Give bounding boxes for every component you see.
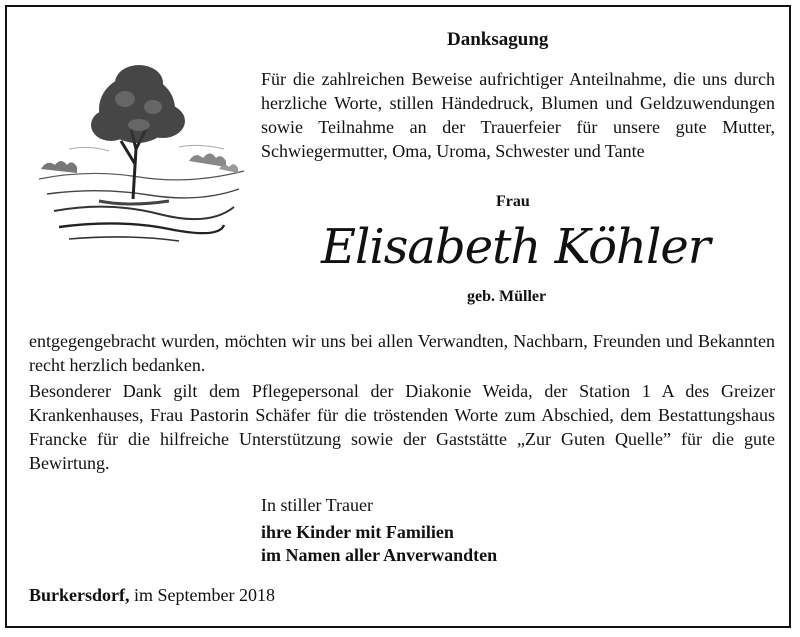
special-thanks-paragraph: Besonderer Dank gilt dem Pflegepersonal der Diakonie Weida, der Station 1 A des Greizer Krankenhauses, Frau Pastorin Schäfer für die tröstenden Worte zum Abschied, dem Bestattungshaus Francke für die hilfreiche Unterstützung sowie der Gaststätte „Zur Guten Quelle” für die gute Bewirtung.: [29, 381, 775, 473]
place: Burkersdorf,: [29, 585, 130, 605]
signature-line-1: ihre Kinder mit Familien: [261, 522, 454, 542]
mourning-line: In stiller Trauer: [261, 495, 373, 515]
birth-name: geb. Müller: [467, 288, 547, 305]
tree-landscape-icon: [29, 29, 251, 249]
salutation: Frau: [496, 193, 530, 210]
obituary-notice: [5, 5, 791, 628]
signature-line-2: im Namen aller Anverwandten: [261, 545, 498, 565]
notice-title: Danksagung: [447, 29, 549, 50]
thanks-paragraph: entgegengebracht wurden, möchten wir uns bei allen Verwandten, Nachbarn, Freunden und Bekannten recht herzlich bedanken.: [29, 331, 775, 375]
date: im September 2018: [134, 585, 275, 605]
deceased-name: Elisabeth Köhler: [321, 219, 710, 275]
place-date: [29, 585, 275, 606]
intro-text: Für die zahlreichen Beweise aufrichtiger Anteilnahme, die uns durch herzliche Worte, stillen Händedruck, Blumen und Geldzuwendungen sowie Teilnahme an der Trauerfeier für unsere gute Mutter, Schwiegermutter, Oma, Uroma, Schwester und Tante: [261, 69, 775, 161]
signature: [261, 521, 497, 567]
